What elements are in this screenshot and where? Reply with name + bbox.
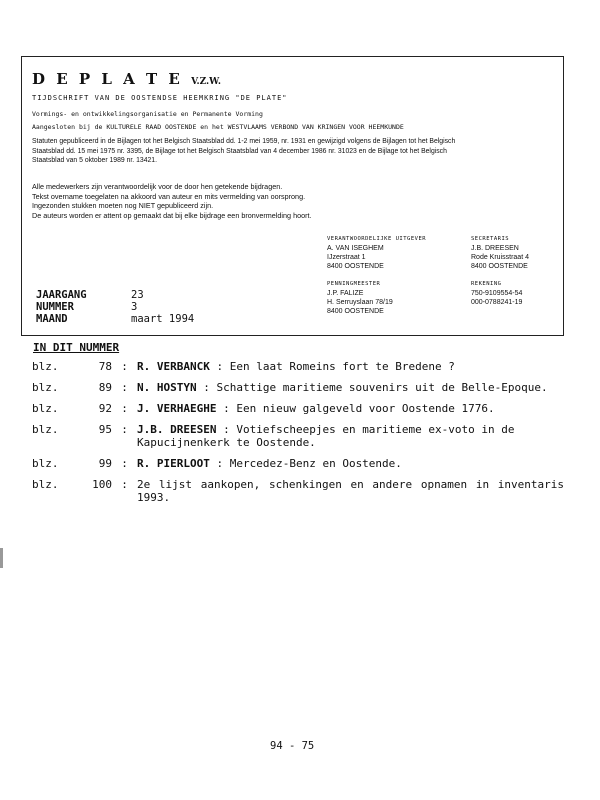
entry-page: 100 bbox=[92, 478, 112, 491]
affiliation-line: Aangesloten bij de KULTURELE RAAD OOSTENDE en het WESTVLAAMS VERBOND VAN KRINGEN VOOR HEEMKUNDE bbox=[32, 123, 404, 131]
treasurer-name: J.P. FALIZE bbox=[327, 290, 364, 297]
entry-page: 78 bbox=[98, 360, 112, 373]
treasurer-city: 8400 OOSTENDE bbox=[327, 308, 384, 315]
toc-entry bbox=[32, 423, 564, 449]
entry-author: R. VERBANCK bbox=[137, 360, 210, 373]
notice-line: Ingezonden stukken moeten nog NIET gepubliceerd zijn. bbox=[32, 201, 214, 211]
entry-text: J. VERHAEGHE : Een nieuw galgeveld voor Oostende 1776. bbox=[137, 402, 495, 415]
page-prefix: blz. bbox=[32, 478, 59, 491]
month-label: MAAND bbox=[36, 313, 68, 325]
entry-text: R. PIERLOOT : Mercedez-Benz en Oostende. bbox=[137, 457, 402, 470]
entry-title: 2e lijst aankopen, schenkingen en andere opnamen in inventaris 1993. bbox=[137, 478, 564, 504]
table-of-contents bbox=[32, 360, 564, 512]
secretary-block bbox=[471, 235, 529, 271]
secretary-street: Rode Kruisstraat 4 bbox=[471, 254, 529, 261]
toc-heading: IN DIT NUMMER bbox=[33, 341, 120, 354]
separator: : bbox=[121, 457, 128, 470]
page-prefix: blz. bbox=[32, 381, 59, 394]
statutes-line: Staatsblad dd. 15 mei 1975 nr. 3395, de Bijlage tot het Belgisch Staatsblad van 4 december 1986 nr. 31023 en de Bijlage tot het Belgisch bbox=[32, 145, 447, 155]
toc-entry bbox=[32, 457, 564, 470]
scan-edge-mark bbox=[0, 548, 3, 568]
entry-text: R. VERBANCK : Een laat Romeins fort te Bredene ? bbox=[137, 360, 455, 373]
entry-page: 99 bbox=[98, 457, 112, 470]
notice-line: De auteurs worden er attent op gemaakt dat bij elke bijdrage een bronvermelding hoort. bbox=[32, 210, 312, 220]
journal-subtitle: TIJDSCHRIFT VAN DE OOSTENDSE HEEMKRING "DE PLATE" bbox=[32, 94, 288, 102]
statutes-line: Statuten gepubliceerd in de Bijlagen tot het Belgisch Staatsblad dd. 1-2 mei 1959, nr. 1931 en gewijzigd volgens de Bijlagen tot het Belgisch bbox=[32, 136, 456, 145]
entry-author: R. PIERLOOT bbox=[137, 457, 210, 470]
treasurer-street: H. Serruyslaan 78/19 bbox=[327, 299, 393, 306]
publisher-city: 8400 OOSTENDE bbox=[327, 263, 384, 270]
page-prefix: blz. bbox=[32, 360, 59, 373]
toc-entry bbox=[32, 381, 564, 394]
treasurer-role: PENNINGMEESTER bbox=[327, 281, 381, 287]
entry-title: Votiefscheepjes en maritieme ex-voto in de Kapucijnenkerk te Oostende. bbox=[137, 423, 515, 449]
separator: : bbox=[121, 360, 128, 373]
entry-text: J.B. DREESEN : Votiefscheepjes en maritieme ex-voto in de Kapucijnenkerk te Oostende. bbox=[137, 423, 515, 449]
notices-paragraph bbox=[32, 182, 312, 220]
entry-title: Een laat Romeins fort te Bredene ? bbox=[229, 360, 455, 373]
publisher-role: VERANTWOORDELIJKE UITGEVER bbox=[327, 236, 427, 242]
secretary-role: SECRETARIS bbox=[471, 236, 510, 242]
statutes-paragraph bbox=[32, 136, 455, 165]
page-number: 94 - 75 bbox=[270, 740, 315, 752]
number-label: NUMMER bbox=[36, 301, 74, 313]
notice-line: Alle medewerkers zijn verantwoordelijk voor de door hen getekende bijdragen. bbox=[32, 182, 283, 191]
secretary-city: 8400 OOSTENDE bbox=[471, 263, 528, 270]
page-prefix: blz. bbox=[32, 423, 59, 436]
publisher-street: IJzerstraat 1 bbox=[327, 254, 366, 261]
page-prefix: blz. bbox=[32, 402, 59, 415]
entry-title: Schattige maritieme souvenirs uit de Belle-Epoque. bbox=[216, 381, 548, 394]
volume-value: 23 bbox=[131, 289, 144, 301]
treasurer-block bbox=[327, 280, 393, 316]
entry-title: Een nieuw galgeveld voor Oostende 1776. bbox=[236, 402, 495, 415]
separator: : bbox=[121, 381, 128, 394]
account-number: 000-0788241-19 bbox=[471, 299, 523, 306]
number-row bbox=[36, 301, 194, 313]
entry-author: J. VERHAEGHE bbox=[137, 402, 217, 415]
issue-details bbox=[36, 289, 194, 325]
journal-title bbox=[32, 70, 221, 88]
organization-line: Vormings- en ontwikkelingsorganisatie en Permanente Vorming bbox=[32, 110, 263, 118]
toc-entry bbox=[32, 478, 564, 504]
secretary-name: J.B. DREESEN bbox=[471, 245, 519, 252]
legal-suffix: V.Z.W. bbox=[191, 77, 222, 87]
statutes-line: Staatsblad van 5 oktober 1989 nr. 13421. bbox=[32, 155, 158, 165]
entry-text: N. HOSTYN : Schattige maritieme souvenirs uit de Belle-Epoque. bbox=[137, 381, 548, 394]
account-role: REKENING bbox=[471, 281, 502, 287]
notice-line: Tekst overname toegelaten na akkoord van auteur en mits vermelding van oorsprong. bbox=[32, 191, 306, 201]
account-number: 750-9109554-54 bbox=[471, 290, 523, 297]
entry-author: N. HOSTYN bbox=[137, 381, 197, 394]
separator: : bbox=[121, 402, 128, 415]
volume-label: JAARGANG bbox=[36, 289, 87, 301]
entry-page: 92 bbox=[98, 402, 112, 415]
toc-entry bbox=[32, 402, 564, 415]
separator: : bbox=[121, 423, 128, 436]
separator: : bbox=[121, 478, 128, 491]
toc-entry bbox=[32, 360, 564, 373]
month-value: maart 1994 bbox=[131, 313, 195, 325]
entry-page: 89 bbox=[98, 381, 112, 394]
month-row bbox=[36, 313, 194, 325]
publisher-block bbox=[327, 235, 426, 271]
entry-author: J.B. DREESEN bbox=[137, 423, 217, 436]
entry-page: 95 bbox=[98, 423, 112, 436]
entry-title: Mercedez-Benz en Oostende. bbox=[229, 457, 402, 470]
journal-name: D E P L A T E bbox=[32, 70, 182, 88]
account-block bbox=[471, 280, 522, 307]
publisher-name: A. VAN ISEGHEM bbox=[327, 245, 384, 252]
page-prefix: blz. bbox=[32, 457, 59, 470]
number-value: 3 bbox=[131, 301, 138, 313]
volume-row bbox=[36, 289, 194, 301]
